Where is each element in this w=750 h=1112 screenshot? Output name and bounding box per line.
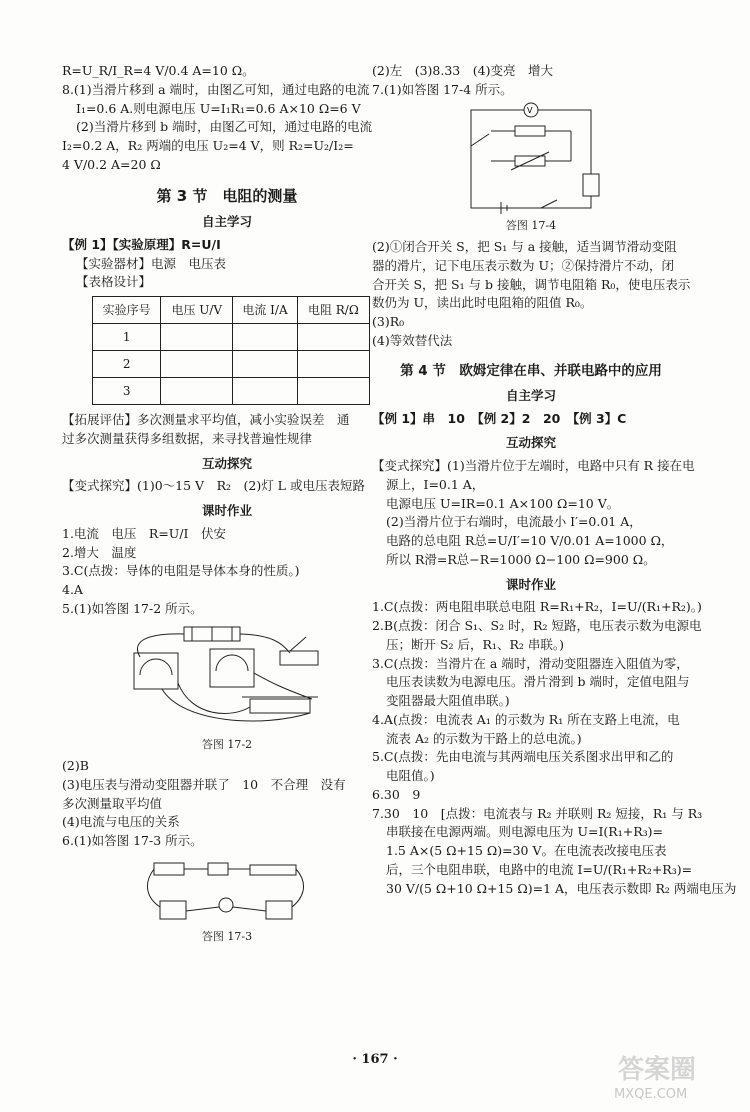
watermark-text: MXQE.COM [614, 1087, 688, 1102]
data-table [92, 296, 370, 405]
text-line: 多次测量取平均值 [62, 795, 163, 811]
text-line: 【实验器材】电源 电压表 [76, 255, 227, 271]
text-line: (4)电流与电压的关系 [62, 814, 180, 830]
text-line: 2.增大 温度 [62, 544, 137, 560]
text-line: 【变式探究】(1)当滑片位于左端时，电路中只有 R 接在电 [372, 458, 695, 473]
text-line: 4 V/0.2 A=20 Ω [62, 156, 161, 172]
left-column [62, 62, 392, 949]
table-cell: 3 [93, 378, 161, 405]
subheading: 课时作业 [505, 576, 556, 592]
text-line: 电压表读数为电源电压。滑片滑到 b 端时，定值电阻与 [386, 674, 690, 690]
text-line: 过多次测量获得多组数据，来寻找普遍性规律 [62, 430, 313, 446]
table-header: 电流 I/A [233, 297, 297, 324]
text-line: 4.A [62, 582, 83, 597]
table-header: 电压 U/V [161, 297, 233, 324]
text-line: 源上，I=0.1 A， [386, 476, 485, 492]
text-line: 合开关 S，把 S₁ 与 b 接触，调节电阻箱 R₀，使电压表示 [372, 276, 691, 292]
text-line: 流表 A₂ 的示数为干路上的总电流。) [386, 730, 582, 746]
text-line: 4.A(点拨：电流表 A₁ 的示数为 R₁ 所在支路上电流，电 [372, 711, 680, 727]
subheading: 自主学习 [505, 387, 556, 403]
text-line: 6.30 9 [372, 786, 421, 802]
text-line: 1.C(点拨：两电阻串联总电阻 R=R₁+R₂，I=U/(R₁+R₂)。) [372, 599, 702, 615]
text-line: (3)R₀ [372, 314, 405, 329]
watermark-logo: 答案圈 [618, 1055, 697, 1085]
circuit-figure-17-3 [142, 855, 312, 925]
subheading: 课时作业 [201, 503, 252, 518]
svg-text:V: V [527, 105, 533, 115]
circuit-figure-17-2 [122, 623, 332, 733]
table-row [93, 324, 370, 351]
text-line: 8.(1)当滑片移到 a 端时，由图乙可知，通过电路的电流 [62, 81, 370, 97]
text-line: 【表格设计】 [76, 274, 152, 290]
table-header: 电阻 R/Ω [297, 297, 369, 324]
text-line: (2)①闭合开关 S，把 S₁ 与 a 接触，适当调节滑动变阻 [372, 239, 677, 254]
table-cell: 1 [93, 324, 161, 351]
text-line: (2)当滑片移到 b 端时，由图乙可知，通过电路的电流 [76, 119, 373, 135]
text-line: 数仍为 U，读出此时电阻箱的阻值 R₀。 [372, 295, 593, 311]
text-line: 7.(1)如答图 17-4 所示。 [372, 81, 513, 97]
section-title: 第 3 节 电阻的测量 [156, 186, 298, 205]
text-line: (2)左 (3)8.33 (4)变亮 增大 [372, 63, 553, 78]
subheading: 自主学习 [201, 214, 252, 229]
text-line: 2.B(点拨：闭合 S₁、S₂ 时，R₂ 短路，电压表示数为电源电 [372, 618, 702, 633]
circuit-figure-17-4 [461, 104, 601, 214]
figure-caption: 答图 17-2 [201, 737, 253, 751]
text-line: 5.(1)如答图 17-2 所示。 [62, 600, 203, 616]
text-line: 后，三个电阻串联，电路中的电流 I=U/(R₁+R₂+R₃)= [386, 861, 693, 877]
table-header: 实验序号 [93, 297, 161, 324]
text-line: 1.5 A×(5 Ω+15 Ω)=30 V。在电流表改接电压表 [386, 843, 667, 858]
page-number: · 167 · [352, 1052, 398, 1067]
text-line: 器的滑片，记下电压表示数为 U；②保持滑片不动，闭 [372, 257, 675, 273]
text-line: 5.C(点拨：先由电流与其两端电压关系图求出甲和乙的 [372, 749, 674, 765]
text-line: 【例 1】【实验原理】R=U/I [62, 236, 221, 252]
text-line: 30 V/(5 Ω+10 Ω+15 Ω)=1 A，电压表示数即 R₂ 两端电压为 [386, 880, 737, 896]
subheading: 互动探究 [505, 435, 556, 451]
figure-caption: 答图 17-3 [201, 929, 253, 943]
text-line: 3.C(点拨：当滑片在 a 端时，滑动变阻器连入阻值为零， [372, 655, 689, 671]
text-line: 1.电流 电压 R=U/I 伏安 [62, 525, 226, 541]
text-line: 变阻器最大阻值串联。) [386, 693, 510, 708]
text-line: 电阻值。) [386, 768, 435, 783]
table-cell: 2 [93, 351, 161, 378]
text-line: (3)电压表与滑动变阻器并联了 10 不合理 没有 [62, 776, 346, 792]
text-line: 【拓展评估】多次测量求平均值，减小实验误差 通 [62, 412, 350, 427]
subheading: 互动探究 [201, 455, 252, 471]
text-line: 【例 1】串 10 【例 2】2 20 【例 3】C [372, 410, 627, 426]
text-line: I₁=0.6 A.则电源电压 U=I₁R₁=0.6 A×10 Ω=6 V [76, 100, 361, 116]
text-line: 所以 R滑=R总−R=1000 Ω−100 Ω=900 Ω。 [386, 551, 656, 567]
text-line: (2)当滑片位于右端时，电流最小 I′=0.01 A， [386, 514, 642, 530]
text-line: 7.30 10 [点拨：电流表与 R₂ 并联则 R₂ 短接，R₁ 与 R₃ [372, 805, 703, 821]
text-line: 电源电压 U=IR=0.1 A×100 Ω=10 V。 [386, 495, 620, 511]
watermark [600, 1055, 740, 1105]
text-line: 3.C(点拨：导体的电阻是导体本身的性质。) [62, 563, 300, 579]
text-line: 【变式探究】(1)0～15 V R₂ (2)灯 L 或电压表短路 [62, 478, 365, 494]
text-line: 串联接在电源两端。则电源电压为 U=I(R₁+R₃)= [386, 824, 663, 840]
text-line: (4)等效替代法 [372, 332, 453, 348]
text-line: 电路的总电阻 R总=U/I′=10 V/0.01 A=1000 Ω， [386, 533, 674, 548]
figure-caption: 答图 17-4 [505, 218, 557, 232]
right-column [372, 62, 737, 898]
text-line: 压；断开 S₂ 后，R₁、R₂ 串联。) [386, 636, 564, 652]
text-line: 6.(1)如答图 17-3 所示。 [62, 833, 203, 848]
text-line: R=U_R/I_R=4 V/0.4 A=10 Ω。 [62, 63, 255, 78]
text-line: I₂=0.2 A，R₂ 两端的电压 U₂=4 V，则 R₂=U₂/I₂= [62, 138, 354, 153]
table-row [93, 351, 370, 378]
table-row [93, 378, 370, 405]
text-line: (2)B [62, 758, 89, 773]
section-title: 第 4 节 欧姆定律在串、并联电路中的应用 [400, 362, 662, 379]
